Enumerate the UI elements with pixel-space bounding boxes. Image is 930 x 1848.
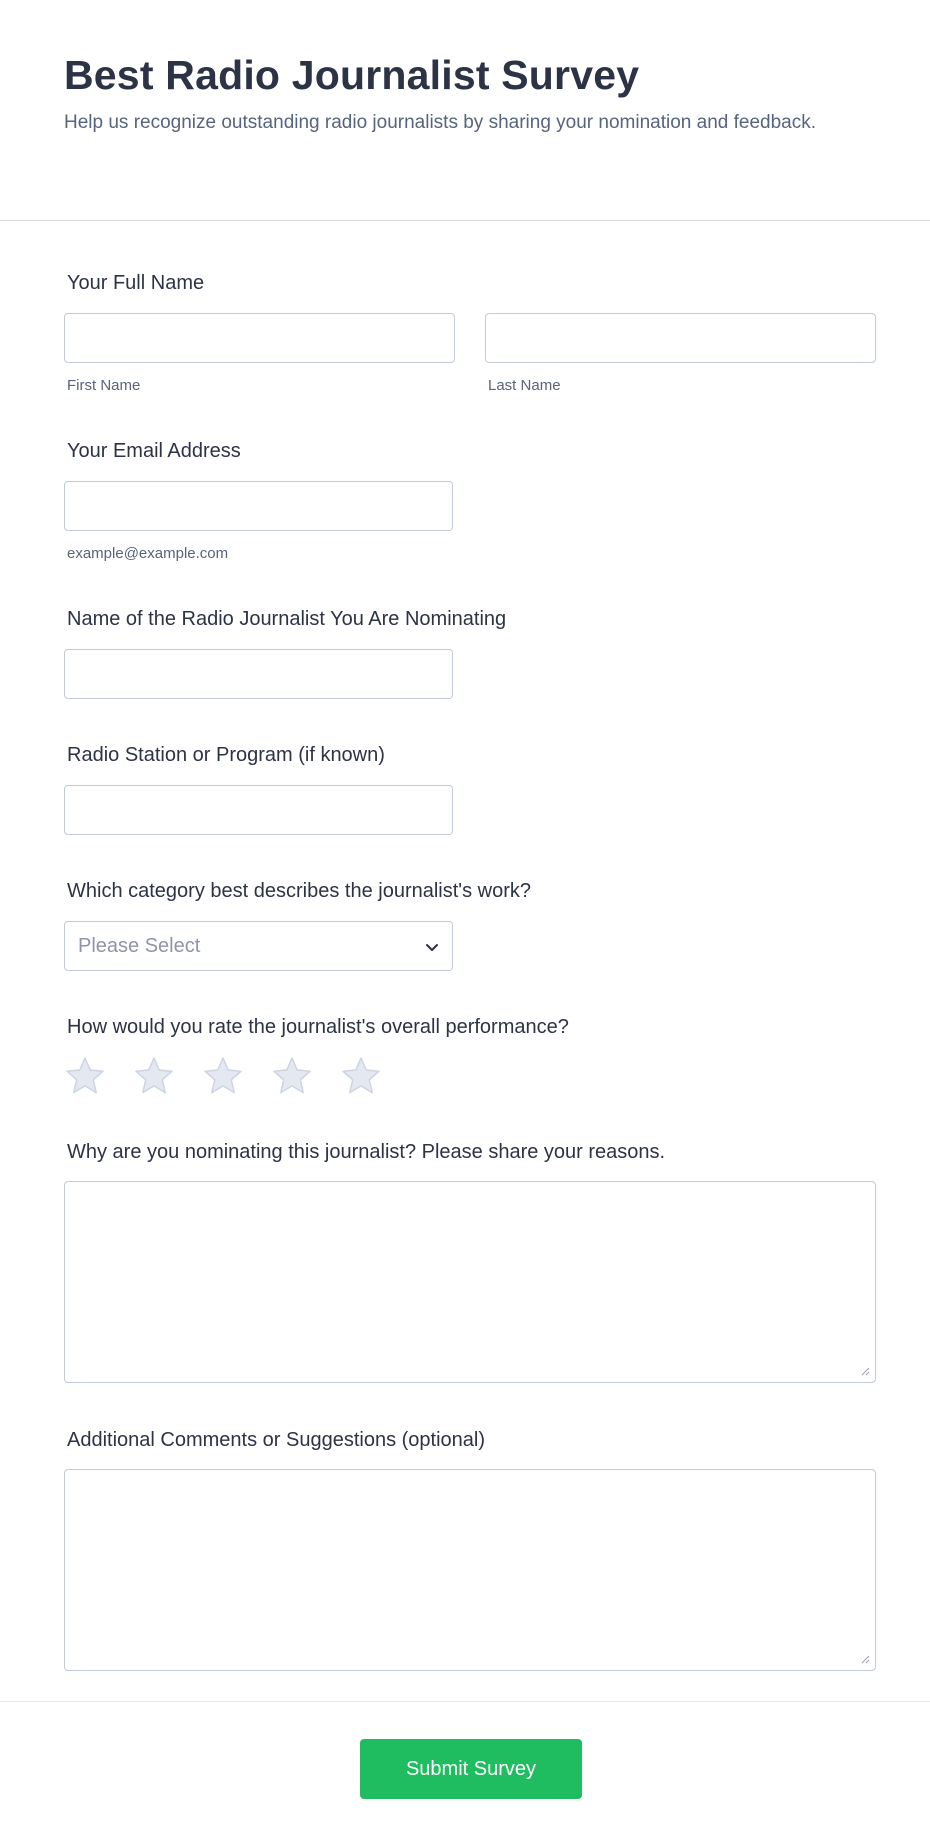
reasons-label: Why are you nominating this journalist? Please share your reasons.	[67, 1141, 666, 1163]
station-label: Radio Station or Program (if known)	[67, 744, 385, 766]
reasons-textarea[interactable]	[64, 1181, 876, 1383]
last-name-input[interactable]	[485, 313, 876, 363]
footer-divider	[0, 1701, 930, 1702]
nominee-label: Name of the Radio Journalist You Are Nominating	[67, 608, 507, 630]
first-name-input[interactable]	[64, 313, 455, 363]
star-icon[interactable]	[340, 1055, 382, 1097]
star-icon[interactable]	[271, 1055, 313, 1097]
email-label: Your Email Address	[67, 440, 241, 462]
first-name-sublabel: First Name	[67, 377, 141, 394]
rating-label: How would you rate the journalist's overall performance?	[67, 1016, 569, 1038]
category-label: Which category best describes the journalist's work?	[67, 880, 532, 902]
email-input[interactable]	[64, 481, 453, 531]
star-icon[interactable]	[202, 1055, 244, 1097]
nominee-input[interactable]	[64, 649, 453, 699]
comments-textarea[interactable]	[64, 1469, 876, 1671]
star-icon[interactable]	[64, 1055, 106, 1097]
star-icon[interactable]	[133, 1055, 175, 1097]
resize-grip-icon[interactable]	[860, 1654, 870, 1664]
full-name-label: Your Full Name	[67, 272, 205, 294]
page-title: Best Radio Journalist Survey	[64, 52, 640, 98]
station-input[interactable]	[64, 785, 453, 835]
form-header	[0, 0, 930, 221]
last-name-sublabel: Last Name	[488, 377, 561, 394]
email-sublabel: example@example.com	[67, 545, 229, 562]
category-select[interactable]	[64, 921, 453, 971]
category-selected-value: Please Select	[78, 935, 201, 957]
chevron-down-icon	[424, 939, 440, 955]
submit-button[interactable]: Submit Survey	[360, 1739, 582, 1799]
resize-grip-icon[interactable]	[860, 1366, 870, 1376]
comments-label: Additional Comments or Suggestions (optional)	[67, 1429, 485, 1451]
page-subtitle: Help us recognize outstanding radio journalists by sharing your nomination and feedback.	[64, 112, 817, 133]
